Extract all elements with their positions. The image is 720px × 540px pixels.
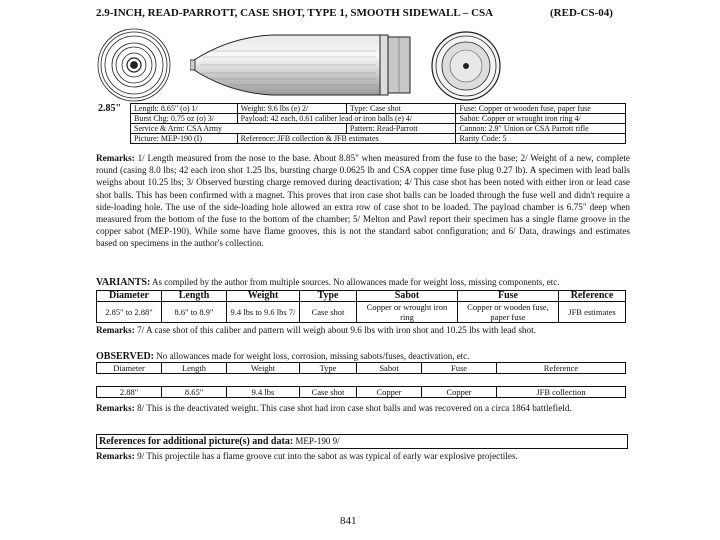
col-header: Reference bbox=[497, 363, 626, 374]
remarks-label: Remarks: bbox=[96, 325, 135, 335]
spec-table bbox=[130, 103, 626, 144]
observed-label: OBSERVED: bbox=[96, 351, 154, 362]
catalog-code: (RED-CS-04) bbox=[550, 7, 613, 19]
references-box bbox=[96, 434, 628, 449]
spec-fuse: Fuse: Copper or wooden fuse, paper fuse bbox=[456, 104, 626, 114]
col-header: Type bbox=[300, 363, 357, 374]
col-header: Fuse bbox=[422, 363, 497, 374]
references-remarks bbox=[96, 450, 630, 462]
table-cell: Case shot bbox=[300, 387, 357, 398]
col-header: Fuse bbox=[458, 291, 559, 302]
observed-remarks bbox=[96, 402, 630, 414]
spec-cannon: Cannon: 2.9" Union or CSA Parrott rifle bbox=[456, 124, 626, 134]
remarks-text: 8/ This is the deactivated weight. This case shot had iron case shot balls and was recovered on a circa 1864 battlefield. bbox=[137, 403, 572, 413]
observed-table bbox=[96, 386, 626, 398]
spec-sabot: Sabot: Copper or wrought iron ring 4/ bbox=[456, 114, 626, 124]
col-header: Sabot bbox=[357, 363, 422, 374]
side-view-drawing bbox=[190, 33, 414, 97]
observed-note: No allowances made for weight loss, corrosion, missing sabots/fuses, deactivation, etc. bbox=[156, 351, 470, 361]
col-header: Length bbox=[162, 363, 227, 374]
table-cell: Copper bbox=[422, 387, 497, 398]
remarks-label: Remarks: bbox=[96, 403, 135, 413]
table-row bbox=[97, 387, 626, 398]
base-view-drawing bbox=[430, 30, 502, 102]
references-label: References for additional picture(s) and data: bbox=[99, 436, 294, 447]
variants-label: VARIANTS: bbox=[96, 277, 151, 288]
diameter-label: 2.85" bbox=[98, 103, 122, 114]
table-cell: 8.6" to 8.9" bbox=[162, 302, 227, 323]
table-row bbox=[97, 302, 626, 323]
variants-header bbox=[96, 277, 559, 288]
spec-pattern: Pattern: Read-Parrott bbox=[346, 124, 456, 134]
remarks-main bbox=[96, 152, 630, 250]
col-header: Type bbox=[300, 291, 357, 302]
table-cell: 8.65" bbox=[162, 387, 227, 398]
table-cell: 9.4 lbs to 9.6 lbs 7/ bbox=[227, 302, 300, 323]
observed-header-table bbox=[96, 362, 626, 374]
spec-reference: Reference: JFB collection & JFB estimates bbox=[237, 134, 456, 144]
spec-rarity: Rarity Code: 5 bbox=[456, 134, 626, 144]
spec-picture: Picture: MEP-190 (I) bbox=[131, 134, 238, 144]
references-value: MEP-190 9/ bbox=[295, 436, 340, 446]
spec-weight: Weight: 9.6 lbs (e) 2/ bbox=[237, 104, 346, 114]
spec-length: Length: 8.65" (o) 1/ bbox=[131, 104, 238, 114]
nose-view-drawing bbox=[96, 27, 172, 103]
col-header: Length bbox=[162, 291, 227, 302]
col-header: Diameter bbox=[97, 291, 162, 302]
spec-burst-charge: Burst Chg: 0.75 oz (o) 3/ bbox=[131, 114, 238, 124]
remarks-text: 1/ Length measured from the nose to the base. About 8.85" when measured from the fuse to the base; 2/ Weight of a new, complete round (casing 8.0 lbs; 42 each iron shot 1.25 lbs, bursting charge 0.0625 lb and CSA copper time fuse plug 0.27 lb). A specimen with lead balls weighs about 10.25 lbs; 3/ Observed bursting charge removed during deactivation; 4/ This case shot has been noted with either iron or lead case shot balls. This has been confirmed with a magnet. This proves that iron case shot balls can be loaded through the fuse well and didn't require a side-loading hole. The use of the side-loading hole allowed an extra row of case shot to be loaded. The payload chamber is 6.75" deep when measured from the bottom of the fuse to the bottom of the chamber; 5/ Melton and Pawl report their specimen has a single flame groove in the copper sabot (MEP-190). While some have flame grooves, this is not the standard sabot configuration; and 6/ Data, drawings and estimates based on specimens in the author's collection. bbox=[96, 153, 631, 249]
variants-remarks bbox=[96, 324, 630, 336]
remarks-text: 7/ A case shot of this caliber and pattern will weigh about 9.6 lbs with iron shot and 10.25 lbs with lead shot. bbox=[137, 325, 536, 335]
table-cell: Case shot bbox=[300, 302, 357, 323]
variants-table bbox=[96, 290, 626, 323]
page-number: 841 bbox=[340, 515, 357, 527]
spec-payload: Payload: 42 each, 0.61 caliber lead or iron balls (e) 4/ bbox=[237, 114, 456, 124]
spec-type: Type: Case shot bbox=[346, 104, 456, 114]
col-header: Diameter bbox=[97, 363, 162, 374]
remarks-label: Remarks: bbox=[96, 153, 135, 163]
variants-note: As compiled by the author from multiple sources. No allowances made for weight loss, missing components, etc. bbox=[152, 277, 560, 287]
table-cell: Copper bbox=[357, 387, 422, 398]
table-cell: 9.4 lbs bbox=[227, 387, 300, 398]
table-cell: 2.88" bbox=[97, 387, 162, 398]
col-header: Weight bbox=[227, 363, 300, 374]
page-title: 2.9-INCH, READ-PARROTT, CASE SHOT, TYPE 1, SMOOTH SIDEWALL – CSA bbox=[96, 7, 494, 19]
table-cell: Copper or wooden fuse, paper fuse bbox=[458, 302, 559, 323]
observed-header bbox=[96, 351, 469, 362]
col-header: Sabot bbox=[357, 291, 458, 302]
col-header: Reference bbox=[559, 291, 626, 302]
table-cell: 2.85" to 2.88" bbox=[97, 302, 162, 323]
col-header: Weight bbox=[227, 291, 300, 302]
spec-service: Service & Arm: CSA Army bbox=[131, 124, 347, 134]
table-cell: JFB collection bbox=[497, 387, 626, 398]
table-cell: JFB estimates bbox=[559, 302, 626, 323]
remarks-text: 9/ This projectile has a flame groove cut into the sabot as was typical of early war explosive projectiles. bbox=[137, 451, 518, 461]
remarks-label: Remarks: bbox=[96, 451, 135, 461]
table-cell: Copper or wrought iron ring bbox=[357, 302, 458, 323]
